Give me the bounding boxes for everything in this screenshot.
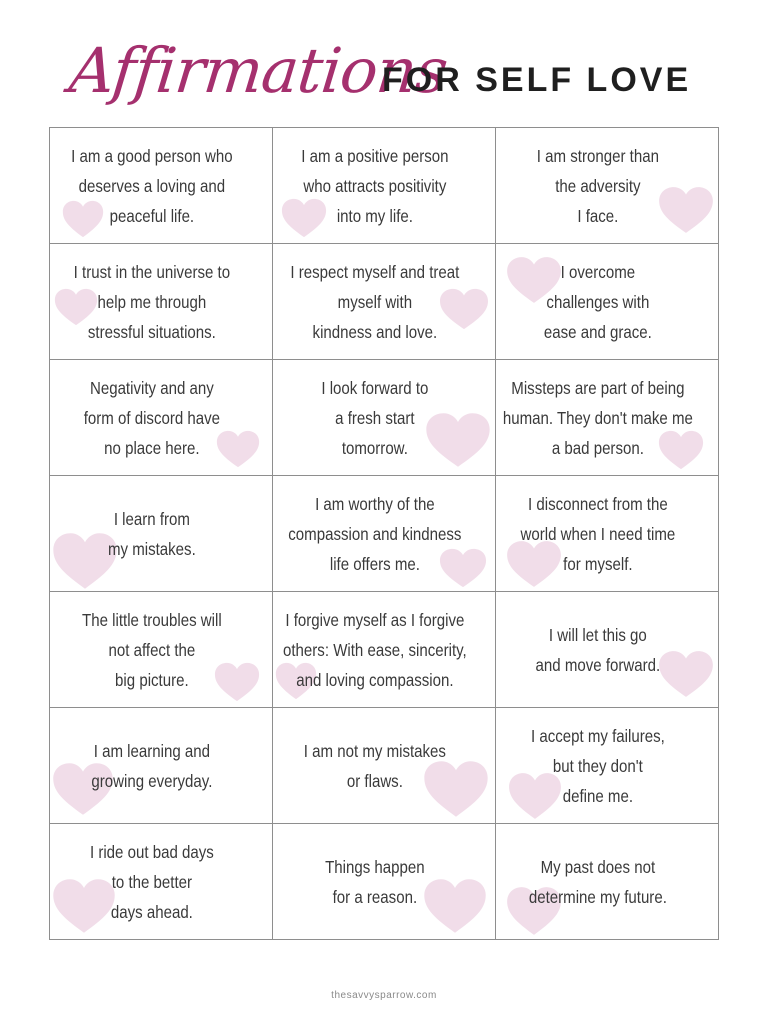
affirmation-text: I learn from my mistakes. (108, 508, 197, 559)
affirmation-card (496, 244, 719, 360)
affirmation-text: I am stronger than the adversity I face. (537, 145, 660, 226)
affirmation-card (496, 128, 719, 244)
affirmation-card (496, 592, 719, 708)
affirmation-card (50, 360, 273, 476)
affirmation-card (50, 708, 273, 824)
affirmation-text: I forgive myself as I forgive others: With ease, sincerity, and loving compassion. (283, 609, 467, 690)
affirmation-text: My past does not determine my future. (529, 856, 668, 907)
affirmation-text: I look forward to a fresh start tomorrow. (321, 377, 429, 458)
affirmation-card (273, 592, 496, 708)
affirmation-card (50, 592, 273, 708)
affirmation-card (50, 128, 273, 244)
affirmation-text: Missteps are part of being human. They don't make me a bad person. (503, 377, 694, 458)
affirmation-card (273, 244, 496, 360)
affirmation-text: I trust in the universe to help me through stressful situations. (73, 261, 231, 342)
affirmation-text: I respect myself and treat myself with kindness and love. (290, 261, 460, 342)
affirmation-card (50, 244, 273, 360)
affirmation-text: I accept my failures, but they don't define me. (531, 725, 666, 806)
affirmation-text: I overcome challenges with ease and grace. (544, 261, 653, 342)
affirmation-card (496, 476, 719, 592)
affirmation-text: Negativity and any form of discord have no place here. (83, 377, 221, 458)
affirmation-text: I am worthy of the compassion and kindness life offers me. (288, 493, 462, 574)
affirmation-text: I ride out bad days to the better days ahead. (90, 841, 215, 922)
affirmation-card (50, 824, 273, 940)
affirmation-text: I am a good person who deserves a loving and peaceful life. (71, 145, 233, 226)
affirmation-text: I am learning and growing everyday. (91, 740, 213, 791)
affirmation-card (496, 360, 719, 476)
affirmation-text: The little troubles will not affect the big picture. (82, 609, 222, 690)
affirmation-card (273, 708, 496, 824)
page-header (0, 26, 768, 126)
affirmation-card (273, 128, 496, 244)
affirmation-card (273, 824, 496, 940)
affirmation-card (50, 476, 273, 592)
affirmation-text: I am not my mistakes or flaws. (304, 740, 447, 791)
title-subtitle: FOR SELF LOVE (382, 61, 692, 99)
title-script: Affirmations (66, 34, 451, 107)
affirmation-text: Things happen for a reason. (325, 856, 425, 907)
affirmation-text: I will let this go and move forward. (535, 624, 661, 675)
affirmation-card (273, 360, 496, 476)
affirmation-card (496, 824, 719, 940)
affirmation-card (273, 476, 496, 592)
affirmation-text: I disconnect from the world when I need time for myself. (520, 493, 676, 574)
footer-site: thesavvysparrow.com (331, 990, 437, 1001)
affirmation-text: I am a positive person who attracts positivity into my life. (301, 145, 449, 226)
affirmation-card (496, 708, 719, 824)
affirmations-grid (49, 127, 719, 940)
